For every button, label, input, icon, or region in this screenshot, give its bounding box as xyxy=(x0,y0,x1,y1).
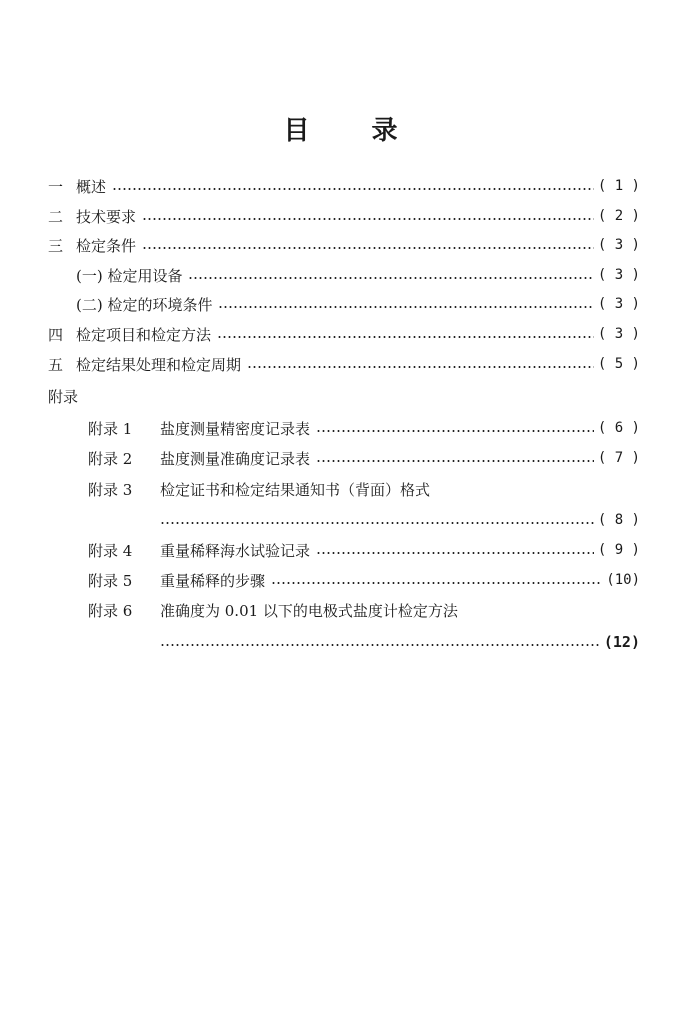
appendix-number: 附录 4 xyxy=(88,541,133,560)
appendix-page-number: ( 9 ) xyxy=(597,542,640,558)
appendix-label: 盐度测量精密度记录表 xyxy=(160,419,311,438)
toc-entry-label: 检定条件 xyxy=(76,236,137,255)
toc-entry-number: 五 xyxy=(48,355,64,374)
toc-entry-label: 检定结果处理和检定周期 xyxy=(76,355,242,374)
toc-entry-3[interactable] xyxy=(48,233,640,257)
appendix-label: 重量稀释的步骤 xyxy=(160,571,266,590)
toc-entry-number: 三 xyxy=(48,236,64,255)
dot-leader xyxy=(142,218,594,220)
toc-subentry-1[interactable] xyxy=(76,263,640,287)
dot-leader xyxy=(188,277,593,279)
toc-entry-1[interactable] xyxy=(48,174,640,198)
appendix-heading-label: 附录 xyxy=(48,387,79,406)
dot-leader xyxy=(217,336,594,338)
toc-entry-number: 四 xyxy=(48,325,64,344)
dot-leader xyxy=(316,460,594,462)
dot-leader xyxy=(142,247,594,249)
dot-leader xyxy=(112,188,594,190)
toc-entry-label: 技术要求 xyxy=(76,207,137,226)
toc-entry-5[interactable] xyxy=(48,352,640,376)
appendix-entry-3-continuation[interactable] xyxy=(160,508,640,532)
appendix-entry-1[interactable] xyxy=(88,416,640,440)
appendix-entry-6[interactable] xyxy=(88,598,640,622)
toc-page-number: ( 3 ) xyxy=(597,326,640,342)
appendix-entry-6-continuation[interactable] xyxy=(160,630,640,654)
toc-entry-label: (一) 检定用设备 xyxy=(76,266,183,285)
toc-page-number: ( 1 ) xyxy=(597,178,640,194)
dot-leader xyxy=(271,582,602,584)
appendix-entry-2[interactable] xyxy=(88,446,640,470)
appendix-number: 附录 1 xyxy=(88,419,133,438)
appendix-page-number: (12) xyxy=(603,633,640,651)
appendix-page-number: ( 6 ) xyxy=(597,420,640,436)
page-title: 目录 xyxy=(283,116,460,146)
dot-leader xyxy=(218,306,593,308)
toc-entry-label: 检定项目和检定方法 xyxy=(76,325,212,344)
toc-entry-4[interactable] xyxy=(48,322,640,346)
dot-leader xyxy=(160,644,600,646)
appendix-number: 附录 3 xyxy=(88,480,133,499)
appendix-label: 盐度测量准确度记录表 xyxy=(160,449,311,468)
appendix-entry-4[interactable] xyxy=(88,538,640,562)
toc-entry-number: 一 xyxy=(48,177,64,196)
appendix-page-number: (10) xyxy=(606,572,640,588)
appendix-page-number: ( 8 ) xyxy=(597,512,640,528)
dot-leader xyxy=(316,430,594,432)
toc-subentry-2[interactable] xyxy=(76,292,640,316)
toc-page-number: ( 2 ) xyxy=(597,208,640,224)
appendix-entry-5[interactable] xyxy=(88,568,640,592)
appendix-number: 附录 2 xyxy=(88,449,133,468)
toc-entry-number: 二 xyxy=(48,207,64,226)
toc-page-number: ( 3 ) xyxy=(597,267,640,283)
appendix-label: 准确度为 0.01 以下的电极式盐度计检定方法 xyxy=(160,601,458,620)
dot-leader xyxy=(160,522,594,524)
appendix-page-number: ( 7 ) xyxy=(597,450,640,466)
appendix-entry-3[interactable] xyxy=(88,477,640,501)
toc-entry-2[interactable] xyxy=(48,204,640,228)
appendix-number: 附录 5 xyxy=(88,571,133,590)
appendix-number: 附录 6 xyxy=(88,601,133,620)
toc-page-number: ( 5 ) xyxy=(597,356,640,372)
appendix-label: 重量稀释海水试验记录 xyxy=(160,541,311,560)
appendix-label: 检定证书和检定结果通知书（背面）格式 xyxy=(160,480,431,499)
dot-leader xyxy=(247,366,594,368)
toc-page-number: ( 3 ) xyxy=(597,237,640,253)
toc-entry-label: 概述 xyxy=(76,177,107,196)
dot-leader xyxy=(316,552,594,554)
toc-entry-label: (二) 检定的环境条件 xyxy=(76,295,213,314)
toc-page-number: ( 3 ) xyxy=(597,296,640,312)
appendix-heading xyxy=(48,384,148,408)
